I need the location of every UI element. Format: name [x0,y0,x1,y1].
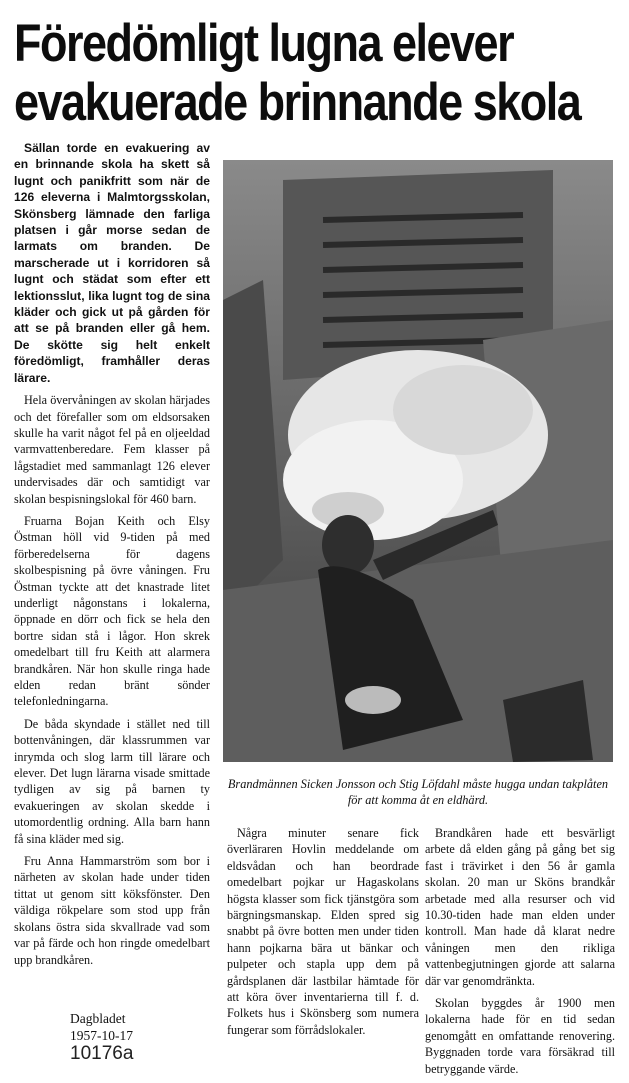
body-paragraph: Skolan byggdes år 1900 men lokalerna hade för en tid sedan genomgått en omfattande renovering. Byggnaden torde vara försäkrad till betryggande värde. [425,996,615,1076]
news-photo [223,160,613,762]
archive-number-digits: 10176 [70,1043,123,1064]
archive-number-suffix: a [122,1043,134,1064]
headline-line-1: Föredömligt lugna elever [14,12,514,73]
article-column-left [14,140,210,974]
body-paragraph: De båda skyndade i stället ned till bottenvåningen, där klassrummen var inrymda och slog larm till lärare och elever. Det lugn lärarna visade smittade tydligen av sig på barnen ty evakueringen av skolan skedde i utomordentlig ordning. Alla barn hann få sina kläder med sig. [14,716,210,846]
article-column-middle [227,825,419,1044]
headline [14,14,614,132]
lead-paragraph: Sällan torde en evakuering av en brinnande skola ha skett så lugnt och panikfritt som när de 126 eleverna i Malmtorgsskolan, Skönsberg lämnade den farliga platsen i går morse sedan de larmats om branden. De marscherade ut i korridoren så lugnt och städat som efter ett lektionsslut, lika lugnt tog de sina kläder och gick ut på gården för att se på branden eller gå hem. De skötte sig helt enkelt föredömligt, framhåller deras lärare. [14,141,210,385]
source-name: Dagbladet [70,1011,126,1026]
archive-number [70,1043,133,1065]
source-line [70,1010,133,1044]
photo-caption: Brandmännen Sicken Jonsson och Stig Löfdahl måste hugga undan takplåten för att komma åt en eldhärd. [227,777,609,807]
body-paragraph: Brandkåren hade ett besvärligt arbete då elden gång på gång bet sig fast i trävirket i den 56 år gamla skolan. 20 man ur Sköns brandkår arbetade med alla resurser och vid 10.30-tiden hade man elden under kontroll. Man hade då klarat nedre våningen men den rikliga vattenbegjutningen gjorde att salarna där var genomdränkta. [425,826,615,988]
source-date: 1957-10-17 [70,1028,133,1043]
body-paragraph: Några minuter senare fick överläraren Hovlin meddelande om eldsvådan och han beordrade omedelbart pojkar ur Hagaskolans högsta klasser som fick tjänstgöra som bärgningsmanskap. Elden spred sig snabbt på övre botten men under tiden hann pojkarna bära ut bänkar och pulpeter och stapla upp dem på gårdsplanen där lastbilar hämtade för att köra över inventarierna till f. d. Folkets hus i Skönsberg som numera fungerar som förrådslokaler. [227,826,419,1037]
body-paragraph: Hela övervåningen av skolan härjades och det förefaller som om eldsorsaken skulle ha varit något fel på en oljeeldad varmvattenberedare. Fem klasser på lågstadiet med sammanlagt 126 elever undervisades där och samtidigt var skolan bespisningslokal för 460 barn. [14,393,210,506]
body-paragraph: Fru Anna Hammarström som bor i närheten av skolan hade under tiden tittat ut genom sitt köksfönster. Den väldiga rökpelare som stod upp från skolans östra sida skvallrade vad som var på färde och hon ringde omedelbart upp brandkåren. [14,854,210,967]
headline-line-2: evakuerade brinnande skola [14,71,581,132]
photo-firefighters-roof [223,160,613,762]
article-column-right [425,825,615,1083]
body-paragraph: Fruarna Bojan Keith och Elsy Östman höll vid 9-tiden på med förberedelserna för dagens skolbespisning på övre våningen. Fru Östman tyckte att det knastrade litet underligt någonstans i lokalerna, öppnade en dörr och fick se hela den bortre sidan stå i lågor. Hon skrek omedelbart till fru Keith att alarmera brandkåren. När hon skulle ringa hade elden redan bränt sönder telefonledningarna. [14,513,210,709]
